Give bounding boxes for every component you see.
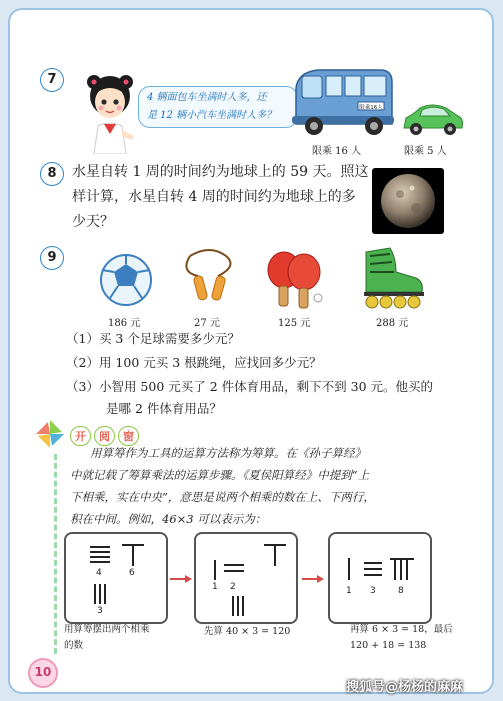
question-8-text	[72, 160, 372, 235]
bubble-line-2: 是 12 辆小汽车坐满时人多？	[147, 110, 277, 121]
mercury-photo	[372, 168, 444, 234]
box2-digit-1: 1	[212, 582, 218, 592]
box1-caption	[64, 622, 194, 654]
soccer-ball-icon	[98, 252, 154, 308]
box3-digit-3: 3	[370, 586, 376, 596]
roller-skate-icon	[356, 242, 428, 310]
question-9-item-3: （3）小智用 500 元买了 2 件体育用品，剩下不到 30 元。他买的	[66, 379, 434, 394]
question-9-item-3-cont: 是哪 2 件体育用品？	[106, 401, 222, 416]
question-8-line-2: 样计算，水星自转 4 周的时间约为地球上的多	[72, 189, 356, 205]
bus-capacity-label: 限乘 16 人	[312, 146, 362, 157]
badge-char-2: 阅	[94, 426, 115, 446]
counting-rod-box-2	[194, 532, 298, 624]
reading-divider	[54, 454, 57, 654]
reading-text	[70, 442, 476, 530]
counting-rod-box-1	[64, 532, 168, 624]
question-9-number: 9	[40, 246, 64, 270]
reading-line-3: 下相乘，实在中央”，意思是说两个相乘的数在上、下两行，	[70, 490, 375, 504]
question-7-number: 7	[40, 68, 64, 92]
arrow-right-icon	[170, 578, 186, 580]
bus-plate-text: 限乘16人	[359, 105, 383, 111]
reading-line-1: 用算筹作为工具的运算方法称为筹算。在《孙子算经》	[90, 446, 366, 460]
box1-digit-6: 6	[129, 568, 135, 578]
box1-caption-line-2: 的数	[64, 640, 84, 651]
pinwheel-icon	[34, 418, 66, 450]
box1-caption-line-1: 用算筹摆出两个相乘	[64, 624, 150, 635]
question-8-line-3: 少天？	[72, 214, 114, 230]
page-number: 10	[28, 658, 58, 688]
roller-skate-price: 288 元	[376, 318, 409, 329]
girl-illustration	[80, 70, 140, 154]
badge-char-1: 开	[70, 426, 91, 446]
box3-caption-line-1: 再算 6 × 3 = 18，最后	[350, 624, 453, 635]
box3-digit-8: 8	[398, 586, 404, 596]
ping-pong-paddles-icon	[262, 248, 326, 310]
soccer-ball-price: 186 元	[108, 318, 141, 329]
car-capacity-label: 限乘 5 人	[404, 146, 447, 157]
watermark: 搜狐号@杨杨的麻麻	[346, 680, 464, 695]
badge-char-3: 窗	[118, 426, 139, 446]
box3-digit-1: 1	[346, 586, 352, 596]
box2-caption: 先算 40 × 3 = 120	[204, 626, 291, 637]
arrow-right-icon	[302, 578, 318, 580]
textbook-page	[8, 8, 494, 694]
question-7-speech-bubble	[138, 86, 298, 128]
car-illustration	[400, 98, 466, 138]
box3-caption	[350, 622, 486, 654]
question-8-number: 8	[40, 162, 64, 186]
jump-rope-price: 27 元	[194, 318, 220, 329]
bubble-line-1: 4 辆面包车坐满时人多，还	[147, 92, 267, 103]
reading-line-2: 中就记载了筹算乘法的运算步骤。《夏侯阳算经》中提到“上	[70, 468, 370, 482]
box1-digit-3: 3	[97, 606, 103, 616]
question-8-line-1: 水星自转 1 周的时间约为地球上的 59 天。照这	[72, 164, 369, 180]
minibus-illustration	[288, 62, 398, 142]
ping-pong-price: 125 元	[278, 318, 311, 329]
box2-digit-2: 2	[230, 582, 236, 592]
jump-rope-icon	[178, 246, 242, 310]
counting-rod-box-3	[328, 532, 432, 624]
reading-line-4: 积在中间。例如，46×3 可以表示为：	[70, 512, 267, 526]
question-9-item-2: （2）用 100 元买 3 根跳绳，应找回多少元？	[66, 355, 322, 370]
question-9-item-1: （1）买 3 个足球需要多少元？	[66, 331, 240, 346]
box3-caption-line-2: 120 + 18 = 138	[350, 640, 427, 651]
box1-digit-4: 4	[96, 568, 102, 578]
